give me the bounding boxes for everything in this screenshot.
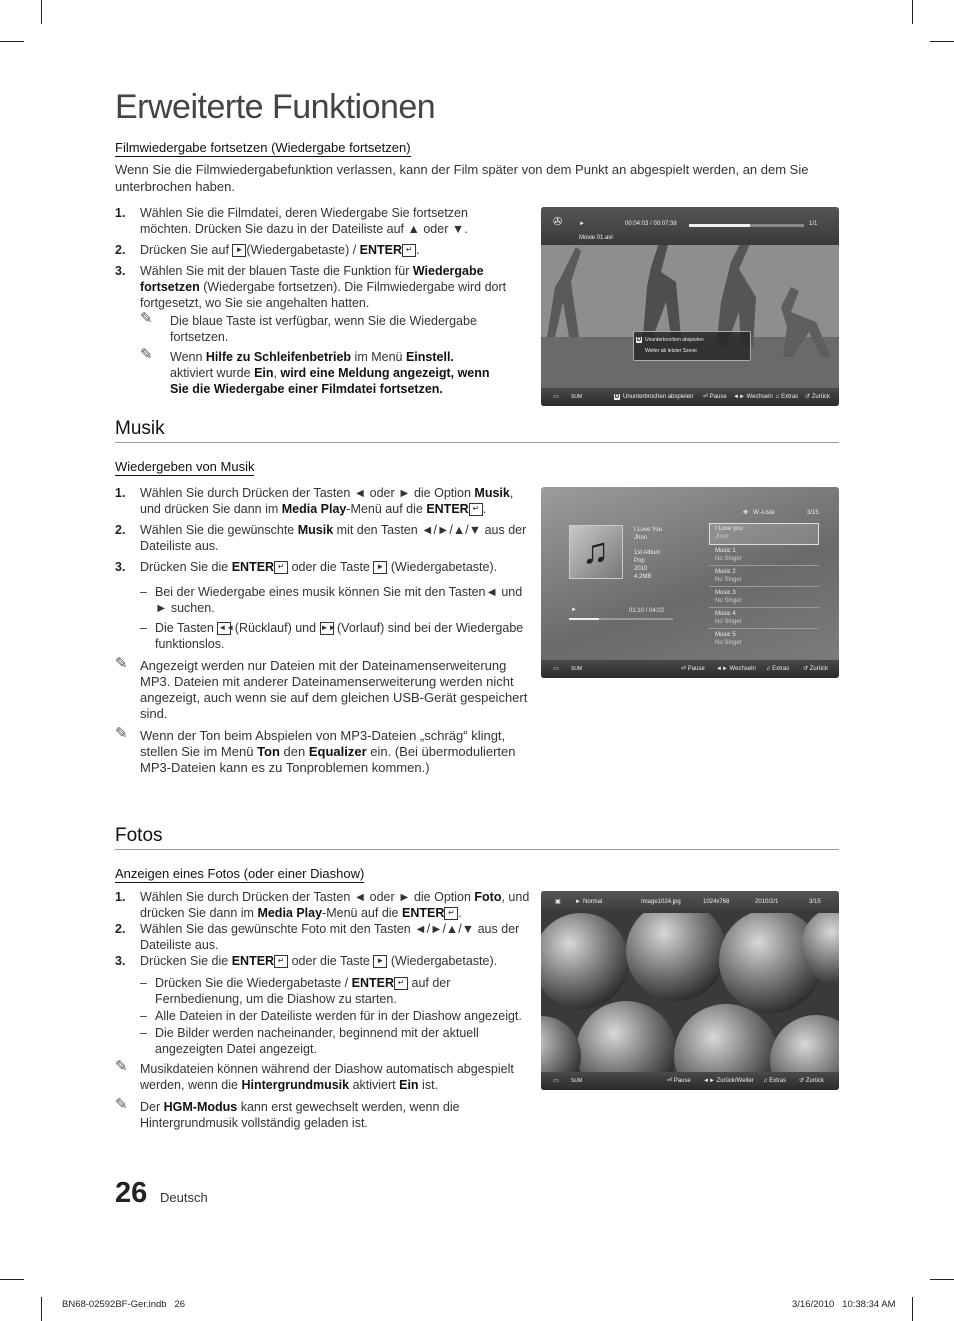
song-year: 2010 [634, 566, 648, 572]
song-size: 4.2MB [634, 574, 652, 580]
page-number: 26 [115, 1177, 148, 1209]
movie-screenshot [541, 207, 839, 406]
music-count: 3/15 [807, 510, 819, 516]
song-album: 1st Album [634, 550, 661, 556]
crop-mark [930, 41, 954, 42]
intro-text: Wenn Sie die Filmwiedergabefunktion verlassen, kann der Film später von dem Punkt an abgespielt werden, an dem Sie unterbrochen haben. [115, 162, 809, 194]
movie-count: 1/1 [809, 221, 818, 227]
music-list-item[interactable]: Music 4 No Singer [709, 608, 819, 629]
section-heading-fotos: Fotos [115, 825, 839, 850]
enter-icon: ↵ [444, 907, 458, 920]
subsection-title-resume: Filmwiedergabe fortsetzen (Wiedergabe fortsetzen) [115, 140, 411, 155]
step-item: 3. Drücken Sie die ENTER ↵ oder die Taste ► (Wiedergabetaste). [115, 560, 498, 574]
dash-item: – Die Bilder werden nacheinander, beginnend mit der aktuell angezeigten Datei angezeigt. [140, 1026, 479, 1056]
photo-date: 2010/2/1 [755, 899, 779, 905]
crop-mark [930, 1279, 954, 1280]
crop-mark [41, 0, 42, 24]
photo-count: 3/15 [809, 899, 821, 905]
music-play-icon: ► [571, 607, 577, 613]
album-art [569, 525, 623, 579]
resume-steps [115, 205, 520, 316]
resume-popup [633, 331, 751, 361]
enter-icon: ↵ [274, 955, 288, 968]
music-sum-label: SUM [571, 666, 583, 672]
resume-notes [140, 310, 500, 401]
movie-progress-bar[interactable] [689, 224, 804, 227]
movie-btn-extras[interactable]: ♫ Extras [775, 394, 799, 400]
rewind-button-icon: ◄◄ [217, 622, 231, 635]
photo-mode: Normal [583, 899, 603, 905]
music-list-item[interactable]: Music 3 No Singer [709, 587, 819, 608]
step-item: 3. Wählen Sie mit der blauen Taste die Funktion für Wiedergabe fortsetzen (Wiedergabe fortsetzen). Die Filmwiedergabe wird dort fortgesetzt, wo Sie sie angehalten hatten. [115, 264, 507, 310]
crop-mark [912, 1297, 913, 1321]
d-button-icon: D [614, 394, 620, 400]
music-list-item[interactable]: Music 5 No Singer [715, 632, 742, 646]
crop-mark [0, 1279, 24, 1280]
popup-option-2[interactable]: Weiter ab letzter Szene [645, 348, 697, 354]
step-item: 1. Wählen Sie durch Drücken der Tasten ◄ oder ► die Option Musik, und drücken Sie dann im Media Play-Menü auf die ENTER ↵ . [115, 486, 514, 516]
step-item: 1. Wählen Sie durch Drücken der Tasten ◄ oder ► die Option Foto, und drücken Sie dann im Media Play-Menü auf die ENTER ↵ . [115, 890, 530, 920]
photo-filename: Image1024.jpg [641, 899, 681, 905]
enter-icon: ↵ [402, 244, 416, 257]
usb-icon: ▭ [553, 394, 559, 400]
photo-steps [115, 889, 540, 969]
photo-sum-label: SUM [571, 1078, 583, 1084]
photo-btn-back[interactable]: ↺ Zurück [799, 1078, 825, 1084]
usb-icon: ▭ [553, 1078, 559, 1084]
music-btn-pause[interactable]: ⏎ Pause [681, 666, 705, 672]
play-state-icon: ► [579, 221, 585, 227]
note-pencil-icon: ✎ [115, 655, 128, 672]
music-screenshot [541, 487, 839, 678]
song-title: I Love You [634, 527, 663, 533]
photo-icon: ▣ [555, 899, 561, 905]
note-item: ✎ Die blaue Taste ist verfügbar, wenn Sie die Wiedergabe fortsetzen. [140, 310, 477, 344]
movie-filename: Movie 01.avi [579, 235, 613, 241]
enter-icon: ↵ [469, 503, 483, 516]
music-file-list [709, 523, 819, 649]
music-list-item[interactable]: Music 1 No Singer [709, 545, 819, 566]
film-icon: ✇ [553, 216, 563, 228]
movie-btn-switch[interactable]: ◄► Wechseln [733, 394, 773, 400]
imprint-file: BN68-02592BF-Ger.indb 26 [62, 1299, 186, 1310]
movie-btn-back[interactable]: ↺ Zurück [805, 394, 831, 400]
section-heading-musik: Musik [115, 418, 839, 443]
photo-resolution: 1024x768 [703, 899, 730, 905]
page-language: Deutsch [160, 1190, 208, 1205]
usb-icon: ▭ [553, 666, 559, 672]
note-item: ✎ Musikdateien können während der Diashow automatisch abgespielt werden, wenn die Hintergrundmusik aktiviert Ein ist. [115, 1058, 514, 1092]
music-btn-switch[interactable]: ◄► Wechseln [716, 666, 756, 672]
page-title: Erweiterte Funktionen [115, 88, 436, 126]
song-artist: Jhon [634, 535, 648, 541]
photo-btn-extras[interactable]: ♫ Extras [763, 1078, 787, 1084]
crop-mark [41, 1297, 42, 1321]
movie-time: 00:04:03 / 00:07:38 [625, 221, 677, 227]
dash-item: – Alle Dateien in der Dateiliste werden für in der Diashow angezeigt. [140, 1009, 522, 1023]
music-time: 01:10 / 04:02 [629, 608, 665, 614]
subsection-title-music: Wiedergeben von Musik [115, 459, 255, 474]
note-item: ✎ Der HGM-Modus kann erst gewechselt werden, wenn die Hintergrundmusik vollständig geladen ist. [115, 1096, 460, 1130]
step-item: 2. Wählen Sie die gewünschte Musik mit den Tasten ◄/►/▲/▼ aus der Dateiliste aus. [115, 523, 527, 553]
play-button-icon: ► [232, 244, 246, 257]
dash-item: – Drücken Sie die Wiedergabetaste / ENTER ↵ auf der Fernbedienung, um die Diashow zu starten. [140, 976, 451, 1006]
forward-button-icon: ►► [320, 622, 334, 635]
enter-icon: ↵ [394, 977, 408, 990]
music-note-icon: ♫ [582, 530, 609, 571]
note-pencil-icon: ✎ [115, 1096, 128, 1113]
step-item: 2. Wählen Sie das gewünschte Foto mit den Tasten ◄/►/▲/▼ aus der Dateiliste aus. [115, 922, 520, 952]
popup-option-1[interactable]: Ununterbrochen abspielen [645, 337, 704, 343]
step-item: 3. Drücken Sie die ENTER ↵ oder die Taste ► (Wiedergabetaste). [115, 954, 498, 968]
music-list-item[interactable]: Music 2 No Singer [709, 566, 819, 587]
music-list-item[interactable]: I Love you Jhon [709, 523, 819, 545]
movie-sum-label: SUM [571, 394, 583, 400]
note-pencil-icon: ✎ [140, 346, 153, 363]
photo-btn-prevnext[interactable]: ◄► Zurück/Weiter [703, 1078, 754, 1084]
playlist-icon: ✤ [743, 510, 749, 516]
apples-photo [541, 891, 839, 1090]
note-item: ✎ Wenn der Ton beim Abspielen von MP3-Dateien „schräg“ klingt, stellen Sie im Menü Ton den Equalizer ein. (Bei übermodulierten MP3-Dateien kann es zu Tonproblemen kommen.) [115, 725, 516, 775]
music-btn-back[interactable]: ↺ Zurück [803, 666, 829, 672]
photo-btn-pause[interactable]: ⏎ Pause [667, 1078, 691, 1084]
note-item: ✎ Angezeigt werden nur Dateien mit der Dateinamenserweiterung MP3. Dateien mit anderer Dateinamenserweiterung werden nicht angezeigt, auch wenn sie auf dem gleichen USB-Gerät gespeichert sind. [115, 655, 528, 721]
note-pencil-icon: ✎ [115, 725, 128, 742]
imprint-date: 3/16/2010 10:38:34 AM [792, 1299, 896, 1310]
music-progress-bar[interactable] [569, 618, 673, 620]
crop-mark [912, 0, 913, 24]
note-item: ✎ Wenn Hilfe zu Schleifenbetrieb im Menü Einstell. aktiviert wurde Ein, wird eine Meldung angezeigt, wenn Sie die Wiedergabe einer Filmdatei fortsetzen. [140, 346, 490, 396]
wliste-label: W.-Liste [753, 510, 775, 516]
popup-d-icon: D [636, 337, 642, 343]
play-button-icon: ► [373, 955, 387, 968]
enter-icon: ↵ [274, 561, 288, 574]
photo-screenshot [541, 891, 839, 1090]
photo-play-icon: ► [575, 899, 581, 905]
note-pencil-icon: ✎ [115, 1058, 128, 1075]
music-steps [115, 485, 535, 580]
note-pencil-icon: ✎ [140, 310, 153, 327]
dash-item: – Die Tasten ◄◄ (Rücklauf) und ►► (Vorlauf) sind bei der Wiedergabe funktionslos. [140, 621, 524, 651]
subsection-title-photos: Anzeigen eines Fotos (oder einer Diashow) [115, 866, 365, 881]
dash-item: – Bei der Wiedergabe eines musik können Sie mit den Tasten◄ und ► suchen. [140, 585, 523, 615]
movie-btn-continuous[interactable]: Ununterbrochen abspielen [623, 394, 694, 400]
song-genre: Pop [634, 558, 645, 564]
step-item: 2. Drücken Sie auf ► (Wiedergabetaste) / ENTER ↵ . [115, 243, 420, 257]
crop-mark [0, 41, 24, 42]
play-button-icon: ► [373, 561, 387, 574]
photo-details [115, 975, 540, 1135]
step-item: 1. Wählen Sie die Filmdatei, deren Wiedergabe Sie fortsetzen möchten. Drücken Sie dazu in der Dateiliste auf ▲ oder ▼. [115, 206, 468, 236]
music-details [115, 584, 535, 780]
music-btn-extras[interactable]: ♫ Extras [766, 666, 790, 672]
movie-btn-pause[interactable]: ⏎ Pause [703, 394, 727, 400]
